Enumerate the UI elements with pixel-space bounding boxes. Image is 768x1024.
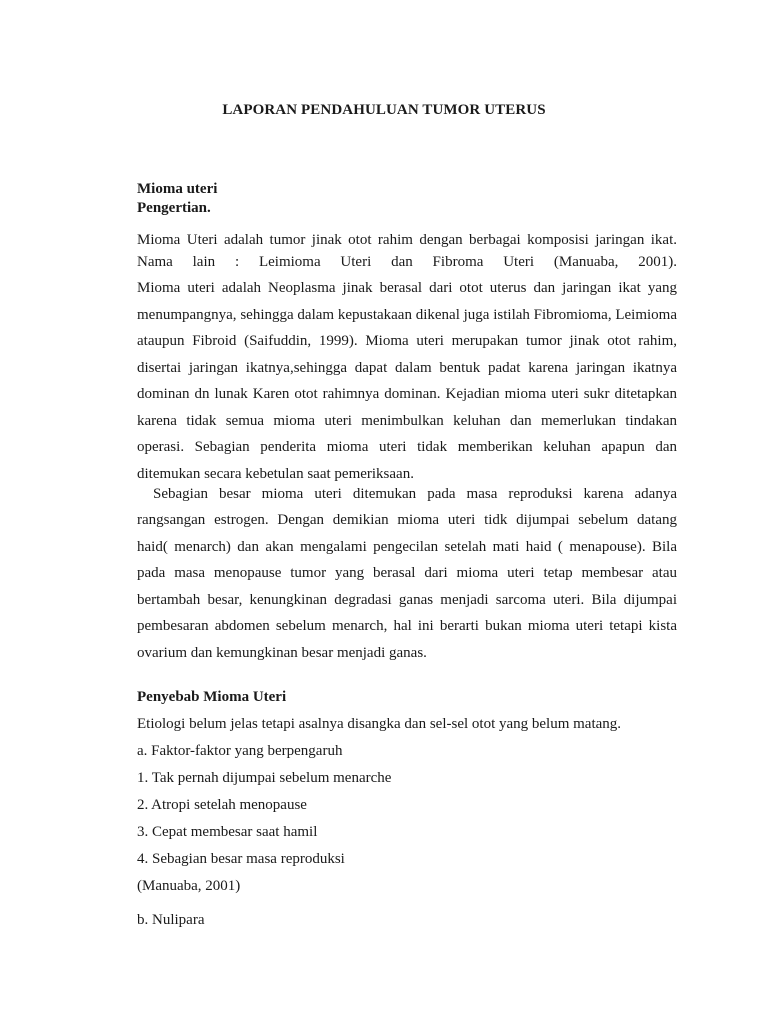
paragraph-line: ovarium dan kemungkinan besar menjadi ganas. [137,645,427,661]
paragraph-line: pembesaran abdomen sebelum menarch, hal ini berarti bukan mioma uteri tetapi kista [137,618,677,634]
list-line: b. Nulipara [137,912,205,928]
list-line: a. Faktor-faktor yang berpengaruh [137,743,343,759]
list-line: 3. Cepat membesar saat hamil [137,824,318,840]
paragraph-line: bertambah besar, kenungkinan degradasi ganas menjadi sarcoma uteri. Bila dijumpai [137,592,677,608]
paragraph-line: rangsangan estrogen. Dengan demikian mioma uteri tidk dijumpai sebelum datang [137,512,677,528]
list-line: 2. Atropi setelah menopause [137,797,307,813]
section-heading-mioma-uteri: Mioma uteri [137,181,218,197]
paragraph-line: menumpangnya, sehingga dalam kepustakaan dikenal juga istilah Fibromioma, Leimioma [137,307,677,323]
paragraph-line: Mioma uteri adalah Neoplasma jinak berasal dari otot uterus dan jaringan ikat yang [137,280,677,296]
paragraph-line: haid( menarch) dan akan mengalami pengecilan setelah mati haid ( menapouse). Bila [137,539,677,555]
list-line: 1. Tak pernah dijumpai sebelum menarche [137,770,392,786]
paragraph-line: disertai jaringan ikatnya,sehingga dapat dalam bentuk padat karena jaringan ikatnya [137,360,677,376]
list-line: Etiologi belum jelas tetapi asalnya disangka dan sel-sel otot yang belum matang. [137,716,622,732]
list-line: 4. Sebagian besar masa reproduksi [137,851,345,867]
list-line: (Manuaba, 2001) [137,878,241,894]
paragraph-line: ditemukan secara kebetulan saat pemeriksaan. [137,466,414,482]
paragraph-line: Nama lain : Leimioma Uteri dan Fibroma Uteri (Manuaba, 2001). [137,254,677,270]
paragraph-line: operasi. Sebagian penderita mioma uteri tidak memberikan keluhan apapun dan [137,439,677,455]
document-title: LAPORAN PENDAHULUAN TUMOR UTERUS [222,102,546,118]
paragraph-line: Mioma Uteri adalah tumor jinak otot rahim dengan berbagai komposisi jaringan ikat. [137,232,677,248]
paragraph-line: pada masa menopause tumor yang berasal dari mioma uteri tetap membesar atau [137,565,677,581]
paragraph-line: ataupun Fibroid (Saifuddin, 1999). Mioma uteri merupakan tumor jinak otot rahim, [137,333,677,349]
paragraph-line: Sebagian besar mioma uteri ditemukan pada masa reproduksi karena adanya [153,486,677,502]
section-heading-penyebab: Penyebab Mioma Uteri [137,689,287,705]
section-subheading-pengertian: Pengertian. [137,200,211,216]
paragraph-line: karena tidak semua mioma uteri menimbulkan keluhan dan memerlukan tindakan [137,413,677,429]
paragraph-line: dominan dn lunak Karen otot rahimnya dominan. Kejadian mioma uteri sukr ditetapkan [137,386,677,402]
